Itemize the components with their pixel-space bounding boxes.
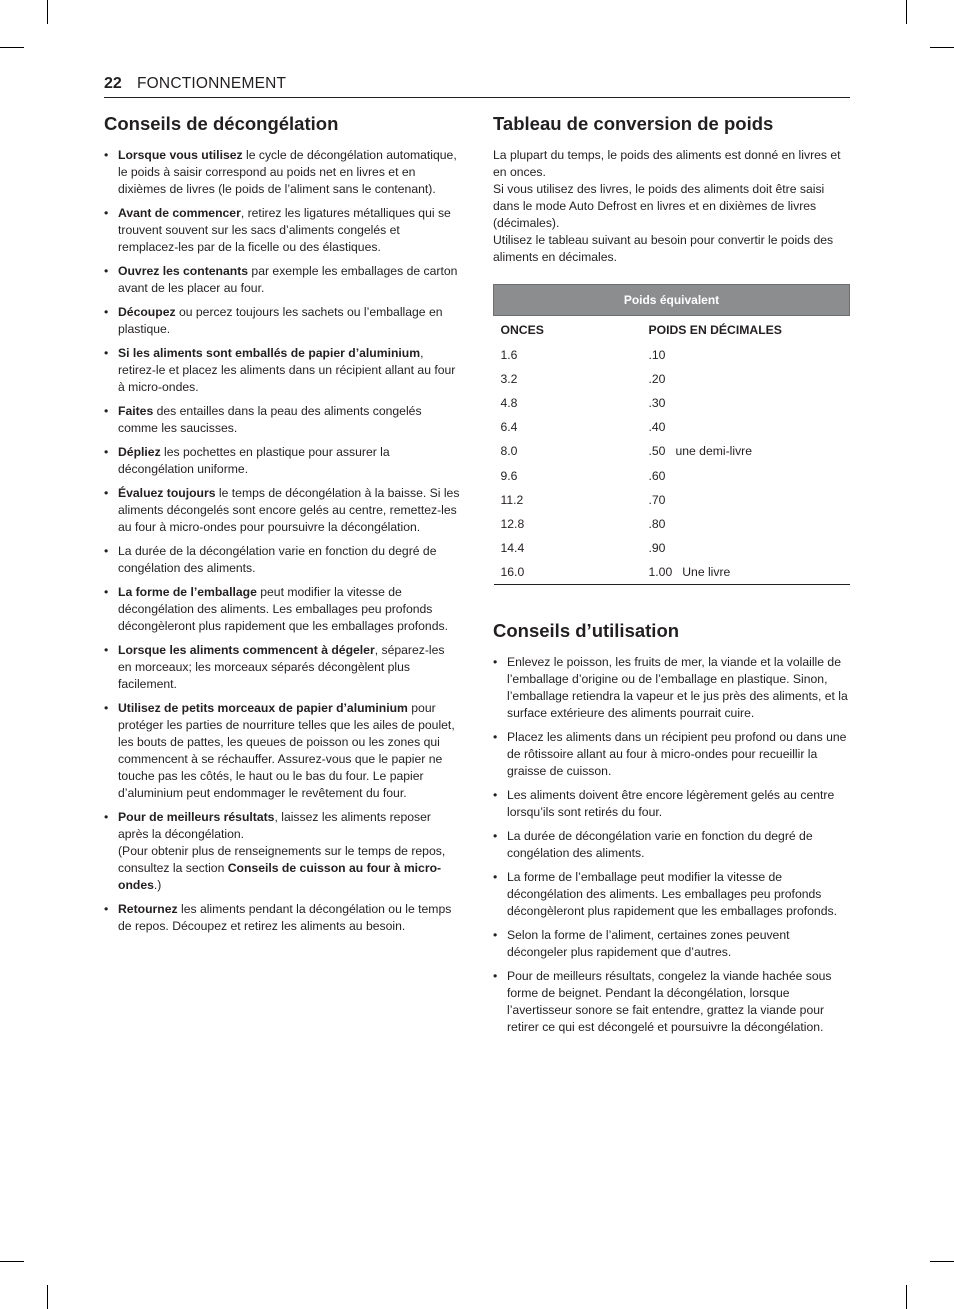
crop-mark	[47, 0, 48, 24]
list-item	[493, 787, 851, 821]
item-text: peut modifier la vitesse de décongélation des aliments. Les emballages peu profonds décongèleront plus rapidement que les emballages profonds.	[118, 585, 448, 633]
item-text: par exemple les emballages de carton avant de les placer au four.	[118, 264, 458, 295]
ounces-cell: 4.8	[500, 396, 518, 411]
column-header-decimals: POIDS EN DÉCIMALES	[648, 322, 782, 337]
list-item	[104, 403, 460, 437]
item-text: le cycle de décongélation automatique, le poids à saisir correspond au poids net en livres et en dixièmes de livres (le poids de l’aliment sans le contenant).	[118, 148, 457, 196]
bullet: •	[104, 486, 109, 500]
decimal-cell	[642, 415, 850, 439]
bullet: •	[104, 810, 109, 824]
item-text: ou percez toujours les sachets ou l’emballage en plastique.	[118, 305, 443, 336]
item-lead: Lorsque vous utilisez	[118, 148, 243, 162]
crop-mark	[0, 1261, 24, 1262]
item-lead: Utilisez de petits morceaux de papier d’aluminium	[118, 701, 408, 715]
table-band-header: Poids équivalent	[494, 285, 850, 316]
decimal-cell	[642, 536, 850, 560]
item-text: La durée de la décongélation varie en fonction du degré de congélation des aliments.	[118, 544, 437, 575]
equivalent-note: une demi-livre	[675, 444, 752, 459]
column-header-ounces: ONCES	[500, 322, 544, 337]
item-text: Pour de meilleurs résultats, congelez la viande hachée sous forme de beignet. Pendant la décongélation, lorsque l’avertisseur sonore se fait entendre, grattez la viande pour retirer ce qui est décongelé et poursuivre la décongélation.	[507, 968, 832, 1034]
bullet: •	[104, 902, 109, 916]
table-row	[494, 367, 850, 391]
ounces-cell: 16.0	[494, 560, 642, 585]
ounces-cell: 6.4	[500, 420, 518, 435]
equivalent-note: Une livre	[682, 564, 731, 579]
bullet: •	[104, 206, 109, 220]
decimal-cell	[642, 391, 850, 415]
item-text: les pochettes en plastique pour assurer la décongélation uniforme.	[118, 445, 390, 476]
decimal-value: .40	[648, 420, 666, 435]
list-item	[493, 654, 851, 722]
decimal-cell	[642, 488, 850, 512]
decimal-value: 1.00	[648, 564, 673, 579]
defrost-tips-title: Conseils de décongélation	[104, 113, 339, 134]
conversion-title: Tableau de conversion de poids	[493, 113, 774, 134]
table-row	[494, 343, 850, 367]
decimal-cell	[642, 463, 850, 487]
ounces-cell: 8.0	[500, 444, 518, 459]
decimal-value: .30	[648, 396, 666, 411]
list-item	[493, 729, 851, 780]
intro-paragraph: Si vous utilisez des livres, le poids des aliments doit être saisi dans le mode Auto Defrost en livres et en dixièmes de livres (décimales).	[493, 182, 825, 230]
decimal-value: .50	[648, 444, 666, 459]
item-text: , séparez-les en morceaux; les morceaux séparés décongèlent plus facilement.	[118, 643, 445, 691]
intro-paragraph: Utilisez le tableau suivant au besoin pour convertir le poids des aliments en décimales.	[493, 233, 834, 264]
bullet: •	[493, 654, 498, 669]
table-row	[494, 391, 850, 415]
right-column	[493, 113, 851, 1043]
page-number: 22	[104, 75, 122, 92]
bullet: •	[493, 869, 498, 884]
ounces-cell: 11.2	[500, 492, 524, 507]
list-item	[104, 263, 460, 297]
ounces-cell: 14.4	[500, 540, 525, 555]
defrost-tips-list	[104, 147, 460, 935]
decimal-value: .90	[648, 540, 666, 555]
list-item	[104, 584, 460, 635]
list-item	[104, 304, 460, 338]
bullet: •	[104, 148, 109, 162]
item-lead: Avant de commencer	[118, 206, 241, 220]
table-row	[494, 512, 850, 536]
section-title: FONCTIONNEMENT	[137, 75, 287, 92]
item-lead: Ouvrez les contenants	[118, 264, 249, 278]
item-lead: Pour de meilleurs résultats	[118, 810, 275, 824]
bullet: •	[104, 544, 109, 558]
list-item	[104, 205, 460, 256]
ounces-cell: 12.8	[500, 516, 525, 531]
item-text: , retirez les ligatures métalliques qui se trouvent souvent sur les sacs d’aliments congelés et remplacez-les par de la ficelle ou des élastiques.	[118, 206, 451, 254]
bullet: •	[493, 968, 498, 983]
list-item	[104, 901, 460, 935]
item-text: les aliments pendant la décongélation ou le temps de repos. Découpez et retirez les aliments au besoin.	[118, 902, 452, 933]
crop-mark	[906, 1285, 907, 1309]
decimal-cell	[642, 560, 850, 585]
bullet: •	[493, 787, 498, 802]
list-item	[493, 869, 851, 920]
list-item	[104, 147, 460, 198]
item-text: .)	[153, 878, 162, 892]
table-header-row	[494, 316, 850, 344]
decimal-cell	[642, 367, 850, 391]
item-text: La durée de décongélation varie en fonction du degré de congélation des aliments.	[507, 828, 813, 860]
crop-mark	[930, 47, 954, 48]
decimal-cell	[642, 439, 850, 463]
item-lead: Dépliez	[118, 445, 161, 459]
item-text: des entailles dans la peau des aliments congelés comme les saucisses.	[118, 404, 422, 435]
table-row	[494, 463, 850, 487]
table-row	[494, 560, 850, 585]
item-lead: Faites	[118, 404, 154, 418]
item-lead: Évaluez toujours	[118, 486, 216, 500]
item-text: Selon la forme de l’aliment, certaines zones peuvent décongeler plus rapidement que d’autres.	[507, 927, 790, 959]
decimal-value: .80	[648, 516, 666, 531]
bullet: •	[104, 346, 109, 360]
bullet: •	[493, 927, 498, 942]
list-item	[104, 345, 460, 396]
usage-tips-title: Conseils d’utilisation	[493, 619, 680, 641]
conversion-table	[493, 284, 850, 585]
item-text: , retirez-le et placez les aliments dans un récipient allant au four à micro-ondes.	[118, 346, 456, 394]
list-item	[104, 642, 460, 693]
bullet: •	[104, 404, 109, 418]
bullet: •	[104, 445, 109, 459]
list-item	[104, 485, 460, 536]
item-text: , laissez les aliments reposer après la décongélation.	[118, 810, 431, 841]
table-row	[494, 536, 850, 560]
list-item	[104, 809, 460, 894]
list-item	[104, 543, 460, 577]
ounces-cell: 3.2	[500, 372, 518, 387]
decimal-value: .20	[648, 372, 666, 387]
item-text: pour protéger les parties de nourriture telles que les ailes de poulet, les bouts de pattes, les queues de poisson ou les zones qui commencent à se réchauffer. Assurez-vous que le papier ne touche pas les côtés, le haut ou le bas du four. Le papier d’aluminium peut endommager le revêtement du four.	[118, 701, 455, 800]
item-lead: La forme de l’emballage	[118, 585, 257, 599]
table-row	[494, 488, 850, 512]
list-item	[104, 444, 460, 478]
decimal-value: .60	[648, 468, 666, 483]
crop-mark	[930, 1261, 954, 1262]
item-text: La forme de l’emballage peut modifier la vitesse de décongélation des aliments. Les emballages peu profonds décongèleront plus rapidement que les emballages profonds.	[507, 869, 837, 918]
item-lead: Si les aliments sont emballés de papier d’aluminium	[118, 346, 421, 360]
item-lead: Lorsque les aliments commencent à dégeler	[118, 643, 375, 657]
decimal-cell	[642, 512, 850, 536]
bullet: •	[493, 729, 498, 744]
page-header	[104, 74, 850, 98]
table-row	[494, 415, 850, 439]
table-row	[494, 439, 850, 463]
list-item	[493, 927, 851, 961]
item-text: Les aliments doivent être encore légèrement gelés au centre lorsqu’ils sont retirés du four.	[507, 787, 835, 819]
bullet: •	[493, 828, 498, 843]
left-column	[104, 113, 460, 942]
bullet: •	[104, 701, 109, 715]
item-text: (Pour obtenir plus de renseignements sur le temps de repos, consultez la section	[118, 844, 446, 875]
item-text: le temps de décongélation à la baisse. Si les aliments décongelés sont encore gelés au centre, remettez-les au four à micro-ondes pour poursuivre la décongélation.	[118, 486, 460, 534]
item-lead: Découpez	[118, 305, 176, 319]
list-item	[493, 828, 851, 862]
list-item	[104, 700, 460, 802]
decimal-value: .70	[648, 492, 666, 507]
item-lead: Conseils de cuisson au four à micro-ondes	[118, 861, 442, 892]
list-item	[493, 968, 851, 1036]
usage-tips-list	[493, 654, 851, 1036]
bullet: •	[104, 643, 109, 657]
bullet: •	[104, 305, 109, 319]
crop-mark	[47, 1285, 48, 1309]
crop-mark	[906, 0, 907, 24]
ounces-cell: 1.6	[500, 348, 518, 363]
item-text: Placez les aliments dans un récipient peu profond ou dans une de rôtissoire allant au four à micro-ondes pour recueillir la graisse de cuisson.	[507, 729, 847, 778]
decimal-cell	[642, 343, 850, 367]
bullet: •	[104, 264, 109, 278]
intro-paragraph: La plupart du temps, le poids des aliments est donné en livres et en onces.	[493, 148, 841, 179]
ounces-cell: 9.6	[500, 468, 518, 483]
item-text: Enlevez le poisson, les fruits de mer, la viande et la volaille de l’emballage d’origine ou de l’emballage en plastique. Sinon, l’emballage retiendra la vapeur et le jus près des aliments, et la surface extérieure des aliments pourrait cuire.	[507, 654, 848, 720]
crop-mark	[0, 47, 24, 48]
item-lead: Retournez	[118, 902, 178, 916]
decimal-value: .10	[648, 348, 666, 363]
bullet: •	[104, 585, 109, 599]
